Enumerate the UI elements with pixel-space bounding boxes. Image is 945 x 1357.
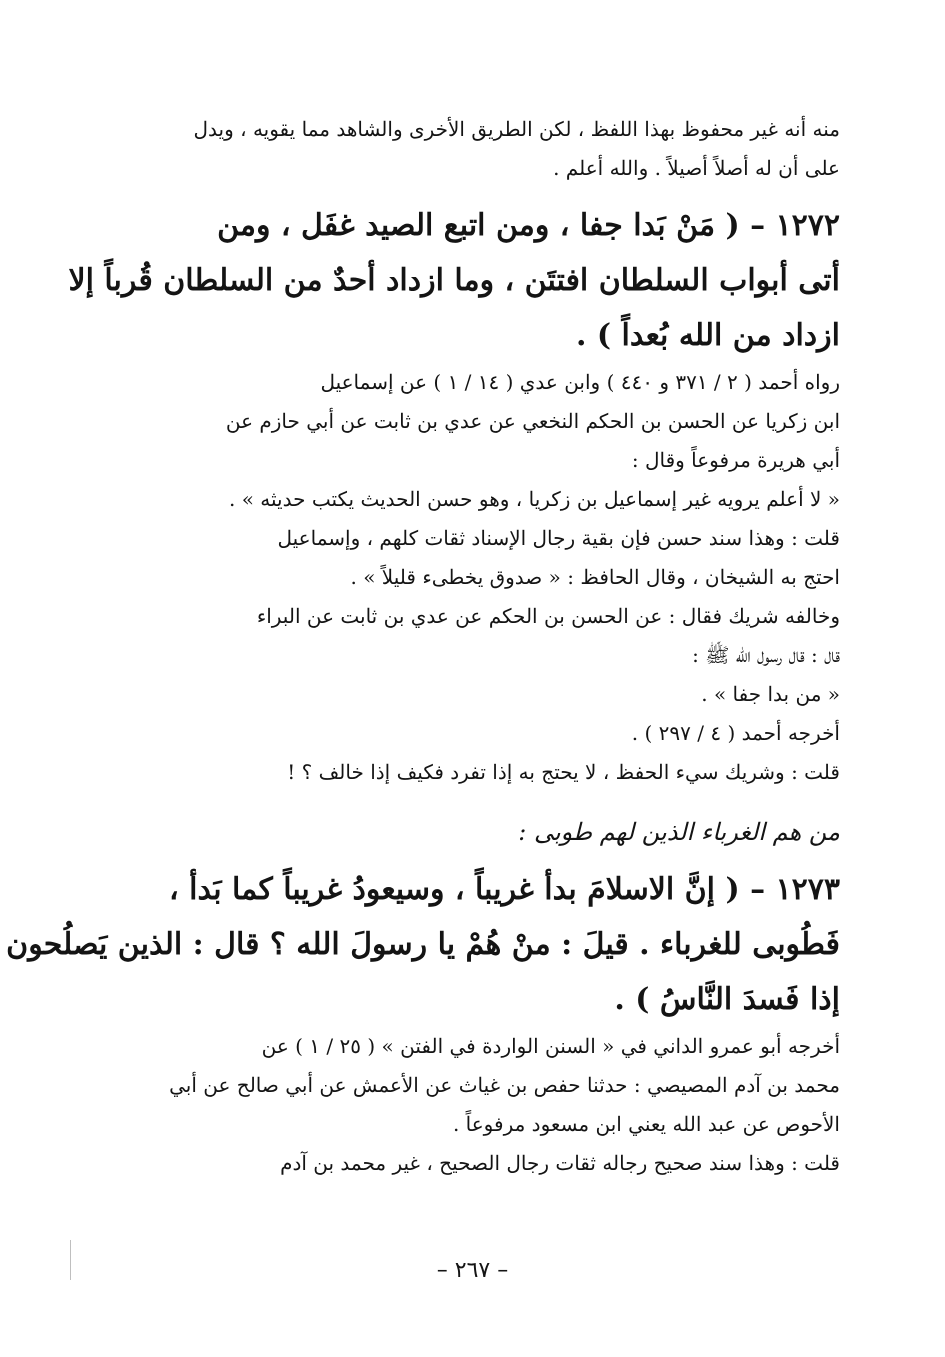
commentary-line: محمد بن آدم المصيصي : حدثنا حفص بن غياث عن الأعمش عن أبي صالح عن أبي <box>169 1073 840 1097</box>
commentary-line: « لا أعلم يرويه غير إسماعيل بن زكريا ، وهو حسن الحديث يكتب حديثه » . <box>228 487 840 511</box>
commentary-line: « من بدا جفا » . <box>701 682 840 706</box>
hadith-line: إذا فَسدَ النَّاسُ ) . <box>614 982 840 1017</box>
hadith-line: فَطُوبى للغرباء . قيلَ : منْ هُمْ يا رسولَ الله ؟ قال : الذين يَصلُحون <box>6 927 840 962</box>
commentary-line: قلت : وهذا سند صحيح رجاله ثقات رجال الصحيح ، غير محمد بن آدم <box>280 1151 840 1175</box>
hadith-1273-text <box>6 862 840 1027</box>
commentary-line: الأحوص عن عبد الله يعني ابن مسعود مرفوعاً . <box>452 1112 840 1136</box>
hadith-1272-text <box>68 198 840 363</box>
text-line: على أن له أصلاً أصيلاً . والله أعلم . <box>553 156 840 180</box>
hadith-1272-commentary <box>100 363 840 792</box>
text-line: منه أنه غير محفوظ بهذا اللفظ ، لكن الطريق الأخرى والشاهد مما يقويه ، ويدل <box>193 117 840 141</box>
commentary-line: قلت : وهذا سند حسن فإن بقية رجال الإسناد ثقات كلهم ، وإسماعيل <box>277 526 840 550</box>
commentary-line: أبي هريرة مرفوعاً وقال : <box>631 448 840 472</box>
commentary-line: ابن زكريا عن الحسن بن الحكم النخعي عن عدي بن ثابت عن أبي حازم عن <box>225 409 840 433</box>
commentary-line: احتج به الشيخان ، وقال الحافظ : « صدوق يخطىء قليلاً » . <box>350 565 840 589</box>
commentary-line: قال : قال رسول الله ﷺ : <box>692 643 840 667</box>
page-number: – ٢٦٧ – <box>436 1258 509 1283</box>
hadith-line: أتى أبواب السلطان افتتَن ، وما ازداد أحدٌ من السلطان قُرباً إلا <box>68 263 840 298</box>
intro-paragraph <box>100 110 840 188</box>
commentary-line: أخرجه أبو عمرو الداني في « السنن الواردة في الفتن » ( ٢٥ / ١ ) عن <box>261 1034 840 1058</box>
hadith-line: ازداد من الله بُعداً ) . <box>575 318 840 353</box>
section-heading: من هم الغرباء الذين لهم طوبى : <box>518 818 840 846</box>
hadith-1273-commentary <box>100 1027 840 1183</box>
commentary-line: وخالفه شريك فقال : عن الحسن بن الحكم عن عدي بن ثابت عن البراء <box>256 604 840 628</box>
hadith-line: ١٢٧٢ – ( مَنْ بَدا جفا ، ومن اتبع الصيد غفَل ، ومن <box>217 208 840 243</box>
commentary-line: أخرجه أحمد ( ٤ / ٢٩٧ ) . <box>631 721 840 745</box>
commentary-line: قلت : وشريك سيء الحفظ ، لا يحتج به إذا تفرد فكيف إذا خالف ؟ ! <box>287 760 840 784</box>
book-page <box>6 110 840 1340</box>
hadith-line: ١٢٧٣ – ( إنَّ الاسلامَ بدأ غريباً ، وسيعودُ غريباً كما بَدأ ، <box>169 872 840 907</box>
commentary-line: رواه أحمد ( ٢ / ٣٧١ و ٤٤٠ ) وابن عدي ( ١٤ / ١ ) عن إسماعيل <box>320 370 840 394</box>
